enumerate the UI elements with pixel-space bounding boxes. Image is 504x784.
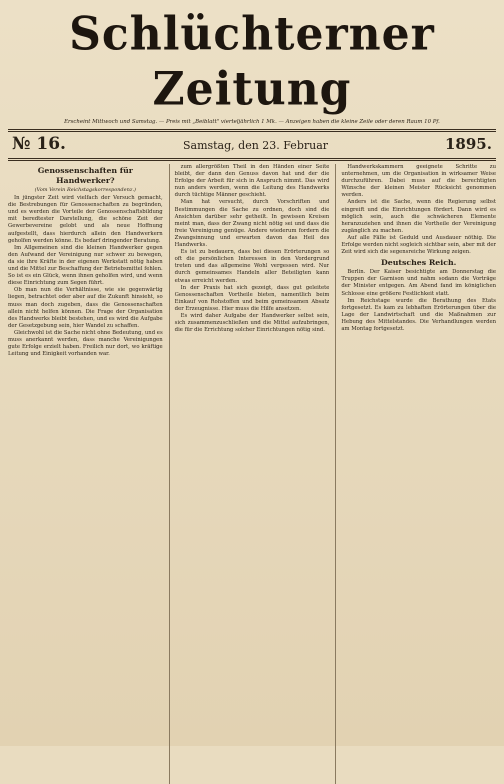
- paragraph: Auf alle Fälle ist Geduld und Ausdauer nöthig. Die Erfolge werden nicht sogleich sichtbar sein, aber mit der Zeit wird sich die segensreiche Wirkung zeigen.: [341, 234, 496, 256]
- issue-year: 1895.: [445, 135, 492, 153]
- paragraph: Im Allgemeinen sind die kleinen Handwerker gegen den Aufwand der Vereinigung nur schwer zu bewegen, da sie ihre Kräfte in der eigenen Werkstatt nötig haben und die Mittel zur Beschaffung der Betriebsmittel fehlen. So ist es ein Glück, wenn ihnen geholfen wird, und wenn diese Einrichtung zum Segen führt.: [8, 244, 163, 287]
- article-byline: (Vom Verein Reichstagskorrespondenz.): [34, 187, 136, 193]
- issue-number: № 16.: [12, 134, 66, 154]
- paragraph: Im Reichstage wurde die Berathung des Etats fortgesetzt. Es kam zu lebhaften Erörterungen über die Lage der Landwirtschaft und die Maßnahmen zur Hebung des Mittelstandes. Die Verhandlungen werden am Montag fortgesetzt.: [341, 297, 496, 332]
- paragraph: Es ist zu bedauern, dass bei diesen Erörterungen so oft die persönlichen Interessen in den Vordergrund treten und das allgemeine Wohl vergessen wird. Nur durch gemeinsames Handeln aller Beteiligten kann etwas erreicht werden.: [174, 249, 330, 284]
- paragraph: Berlin. Der Kaiser besichtigte am Donnerstag die Truppen der Garnison und nahm sodann die Vorträge der Minister entgegen. Am Abend fand im königlichen Schlosse eine größere Festlichkeit statt.: [341, 269, 496, 297]
- issue-date: Samstag, den 23. Februar: [182, 139, 329, 152]
- paragraph: Ob man nun die Verhältnisse, wie sie gegenwärtig liegen, betrachtet oder aber auf die Zukunft hinsieht, so muss man doch zugeben, dass die Genossenschaften allein nicht helfen können. Die Frage der Organisation des Handwerks bleibt bestehen, und es wird die Aufgabe der Gesetzgebung sein, hier Wandel zu schaffen.: [8, 287, 163, 329]
- paragraph: Es wird daher Aufgabe der Handwerker selbst sein, sich zusammenzuschließen und die Mittel aufzubringen, die für die Errichtung solcher Einrichtungen nötig sind.: [174, 312, 330, 334]
- paragraph: In jüngster Zeit wird vielfach der Versuch gemacht, die Bestrebungen für Genossenschaften zu begründen, und es werden die Vorteile der Genossenschaftsbildung mit beredtester Darstellung, die schöne Zeit der Gewerbevereine gelobt und als neue Hoffnung aufgestellt, dass hierdurch allein den Handwerkern geholfen werden könne. Es bedarf dringender Beratung.: [8, 195, 163, 244]
- article-columns: [8, 164, 496, 784]
- paragraph: zum allergrößten Theil in den Händen einer Seite bleibt, der dann den Genuss davon hat und der die Erfolge der Arbeit für sich in Anspruch nimmt. Das wird nun anders werden, wenn die Leitung des Handwerks durch tüchtige Männer geschieht.: [174, 164, 330, 199]
- paragraph: Man hat versucht, durch Vorschriften und Bestimmungen die Sache zu ordnen, doch sind die Ansichten darüber sehr getheilt. In gewissen Kreisen meint man, dass der Zwang nicht nötig sei und dass die freie Vereinigung genüge. Andere wiederum fordern die Zwangsinnung und erwarten davon das Heil des Handwerks.: [174, 199, 330, 249]
- paragraph: Gleichwohl ist die Sache nicht ohne Bedeutung, und es muss anerkannt werden, dass manche Vereinigungen gute Erfolge erzielt haben. Freilich nur dort, wo kräftige Leitung und Einigkeit vorhanden war.: [8, 329, 163, 358]
- paragraph: Handwerkskammern geeignete Schritte zu unternehmen, um die Organisation in wirksamer Weise durchzuführen. Dabei muss auf die berechtigten Wünsche der kleinen Meister Rücksicht genommen werden.: [341, 164, 496, 199]
- article-heading: Genossenschaften für Handwerker?: [37, 166, 133, 185]
- masthead-title: Schlüchterner Zeitung: [69, 7, 435, 116]
- column-3: [335, 164, 496, 784]
- masthead-subline: Erscheint Mittwoch und Samstag. — Preis mit „Beiblatt" vierteljährlich 1 Mk. — Anzeigen haben die kleine Zeile oder deren Raum 10 Pf.: [64, 119, 440, 125]
- paragraph: Anders ist die Sache, wenn die Regierung selbst eingreift und die Einrichtungen fördert. Dann wird es möglich sein, auch die schwächeren Elemente heranzuziehen und ihnen die Vortheile der Vereinigung zugänglich zu machen.: [341, 199, 496, 234]
- column-1: [8, 164, 163, 784]
- issue-bar: [8, 132, 496, 155]
- section-heading: Deutsches Reich.: [380, 258, 457, 268]
- column-2: [169, 164, 330, 784]
- divider: [8, 158, 496, 161]
- paragraph: In der Praxis hat sich gezeigt, dass gut geleitete Genossenschaften Vortheile bieten, namentlich beim Einkauf von Rohstoffen und beim gemeinsamen Absatz der Erzeugnisse. Hier muss die Hilfe ansetzen.: [174, 284, 330, 312]
